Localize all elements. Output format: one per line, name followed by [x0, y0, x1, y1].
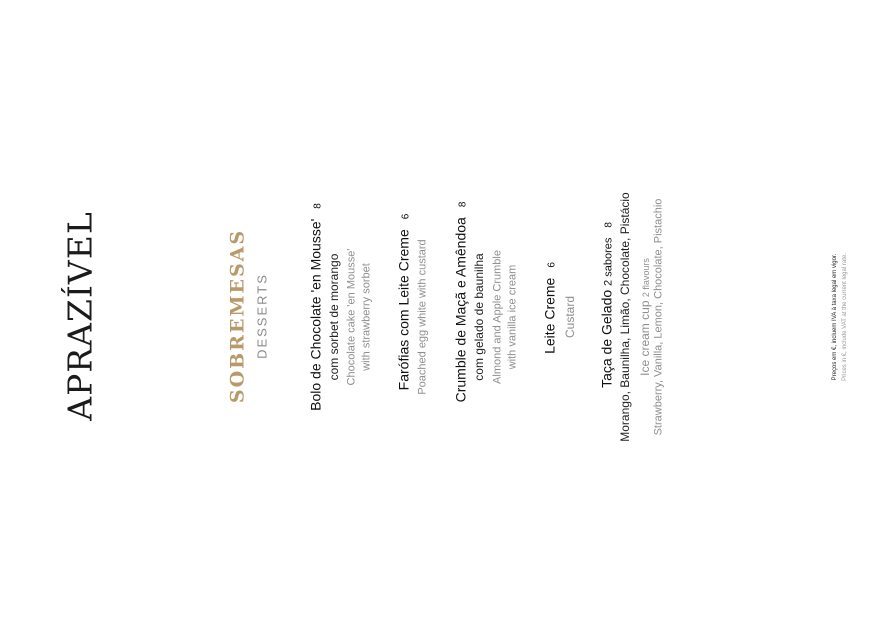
menu-item-description-en: with strawberry sorbet [360, 263, 373, 371]
menu-item-description-pt: com gelado de baunilha [472, 253, 486, 381]
section-title: SOBREMESAS [226, 228, 249, 404]
menu-item-description-en: Chocolate cake 'en Mousse' [345, 248, 358, 386]
section-subtitle: DESSERTS [254, 273, 270, 359]
footer-note-en: Prices in €, include VAT at the current legal rate. [842, 253, 848, 381]
menu-item-price: 8 [603, 222, 615, 228]
menu-item-description-en: Strawberry, Vanilla, Lemon, Chocolate, Pistachio [652, 198, 665, 436]
menu-item-name: Leite Creme6 [541, 262, 558, 354]
menu-item-description-pt: Morango, Baunilha, Limão, Chocolate, Pistácio [618, 192, 632, 442]
menu-item-price: 8 [312, 203, 324, 209]
menu-item-name: Taça de Gelado 2 sabores8 [598, 222, 615, 388]
menu-item-name: Farófias com Leite Creme6 [395, 213, 412, 391]
menu-item-price: 6 [400, 213, 412, 220]
menu-item-name: Crumble de Maçã e Amêndoa8 [452, 201, 469, 403]
menu-item-description-en: Ice cream cup 2 flavours [638, 258, 652, 376]
menu-item-description-pt: com sorbet de morango [327, 253, 341, 381]
menu-item-note: 2 sabores [602, 237, 615, 286]
menu-item-note: 2 flavours [641, 258, 651, 298]
menu-item-price: 8 [457, 201, 469, 208]
menu-item-name: Bolo de Chocolate 'en Mousse'8 [307, 203, 324, 411]
brand-logo: APRAZÍVEL [60, 211, 100, 421]
footer-note-pt: Preços em €, incluem IVA à taxa legal em vigor. [832, 253, 838, 381]
menu-item-description-en: with vanilla ice cream [506, 264, 519, 370]
menu-item-price: 6 [546, 262, 558, 268]
menu-item-description-en: Poached egg white with custard [416, 239, 429, 395]
menu-item-description-en: Almond and Apple Crumble [491, 250, 504, 384]
menu-item-description-en: Custard [563, 295, 577, 339]
